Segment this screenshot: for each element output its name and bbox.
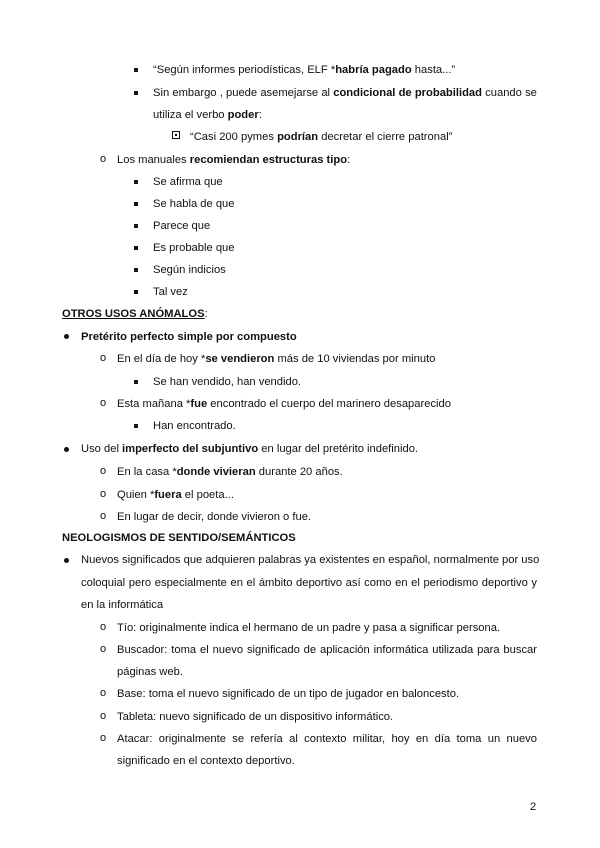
bullet-disc (64, 334, 69, 339)
example-line: “Casi 200 pymes podrían decretar el cierre patronal” (190, 131, 453, 143)
bullet-circle: o (100, 732, 107, 744)
text-line: utiliza el verbo poder: (153, 109, 262, 121)
paragraph-line: coloquial pero especialmente en el ámbito deportivo así como en el periodismo deportivo y (81, 577, 537, 589)
bullet-square (134, 246, 138, 250)
list-item: Se habla de que (153, 198, 235, 210)
bullet-circle: o (100, 352, 107, 364)
list-item: Tableta: nuevo significado de un dispositivo informático. (117, 711, 394, 723)
bullet-square (134, 91, 138, 95)
list-item: Se afirma que (153, 176, 223, 188)
paragraph-line: Nuevos significados que adquieren palabras ya existentes en español, normalmente por uso (81, 554, 540, 566)
subsection-title: Uso del imperfecto del subjuntivo en lugar del pretérito indefinido. (81, 443, 419, 455)
bullet-circle: o (100, 710, 107, 722)
bullet-circle: o (100, 643, 107, 655)
example-line: En lugar de decir, donde vivieron o fue. (117, 511, 312, 523)
example-line: En el día de hoy *se vendieron más de 10 viviendas por minuto (117, 353, 436, 365)
list-item: Se han vendido, han vendido. (153, 376, 302, 388)
bullet-square (134, 424, 138, 428)
subsection-title: Pretérito perfecto simple por compuesto (81, 331, 297, 343)
list-item: Es probable que (153, 242, 235, 254)
section-heading: NEOLOGISMOS DE SENTIDO/SEMÁNTICOS (62, 532, 296, 544)
bullet-square (134, 290, 138, 294)
bullet-circle: o (100, 488, 107, 500)
text-line: Sin embargo , puede asemejarse al condicional de probabilidad cuando se (153, 87, 537, 99)
bullet-circle: o (100, 397, 107, 409)
list-item: Tal vez (153, 286, 188, 298)
bullet-disc (64, 558, 69, 563)
bullet-disc (64, 447, 69, 452)
list-item: Atacar: originalmente se refería al contexto militar, hoy en día toma un nuevo (117, 733, 537, 745)
bullet-box-icon (172, 131, 180, 139)
example-line: Esta mañana *fue encontrado el cuerpo del marinero desaparecido (117, 398, 451, 410)
bullet-square (134, 202, 138, 206)
bullet-circle: o (100, 465, 107, 477)
list-item: Han encontrado. (153, 420, 236, 432)
example-line: Quien *fuera el poeta... (117, 489, 234, 501)
bullet-circle: o (100, 621, 107, 633)
example-line: “Según informes periodísticas, ELF *habría pagado hasta...” (153, 64, 456, 76)
bullet-circle: o (100, 687, 107, 699)
bullet-circle: o (100, 153, 107, 165)
bullet-circle: o (100, 510, 107, 522)
list-item: Según indicios (153, 264, 226, 276)
paragraph-line: en la informática (81, 599, 164, 611)
list-item: Buscador: toma el nuevo significado de aplicación informática utilizada para buscar (117, 644, 537, 656)
bullet-square (134, 68, 138, 72)
list-item: páginas web. (117, 666, 183, 678)
list-item: Parece que (153, 220, 211, 232)
bullet-square (134, 224, 138, 228)
list-item: significado en el contexto deportivo. (117, 755, 295, 767)
section-heading: OTROS USOS ANÓMALOS: (62, 308, 208, 320)
text-line: Los manuales recomiendan estructuras tipo: (117, 154, 351, 166)
bullet-square (134, 180, 138, 184)
bullet-square (134, 380, 138, 384)
page-number: 2 (530, 801, 537, 813)
list-item: Base: toma el nuevo significado de un tipo de jugador en baloncesto. (117, 688, 460, 700)
bullet-square (134, 268, 138, 272)
list-item: Tío: originalmente indica el hermano de un padre y pasa a significar persona. (117, 622, 501, 634)
example-line: En la casa *donde vivieran durante 20 años. (117, 466, 343, 478)
